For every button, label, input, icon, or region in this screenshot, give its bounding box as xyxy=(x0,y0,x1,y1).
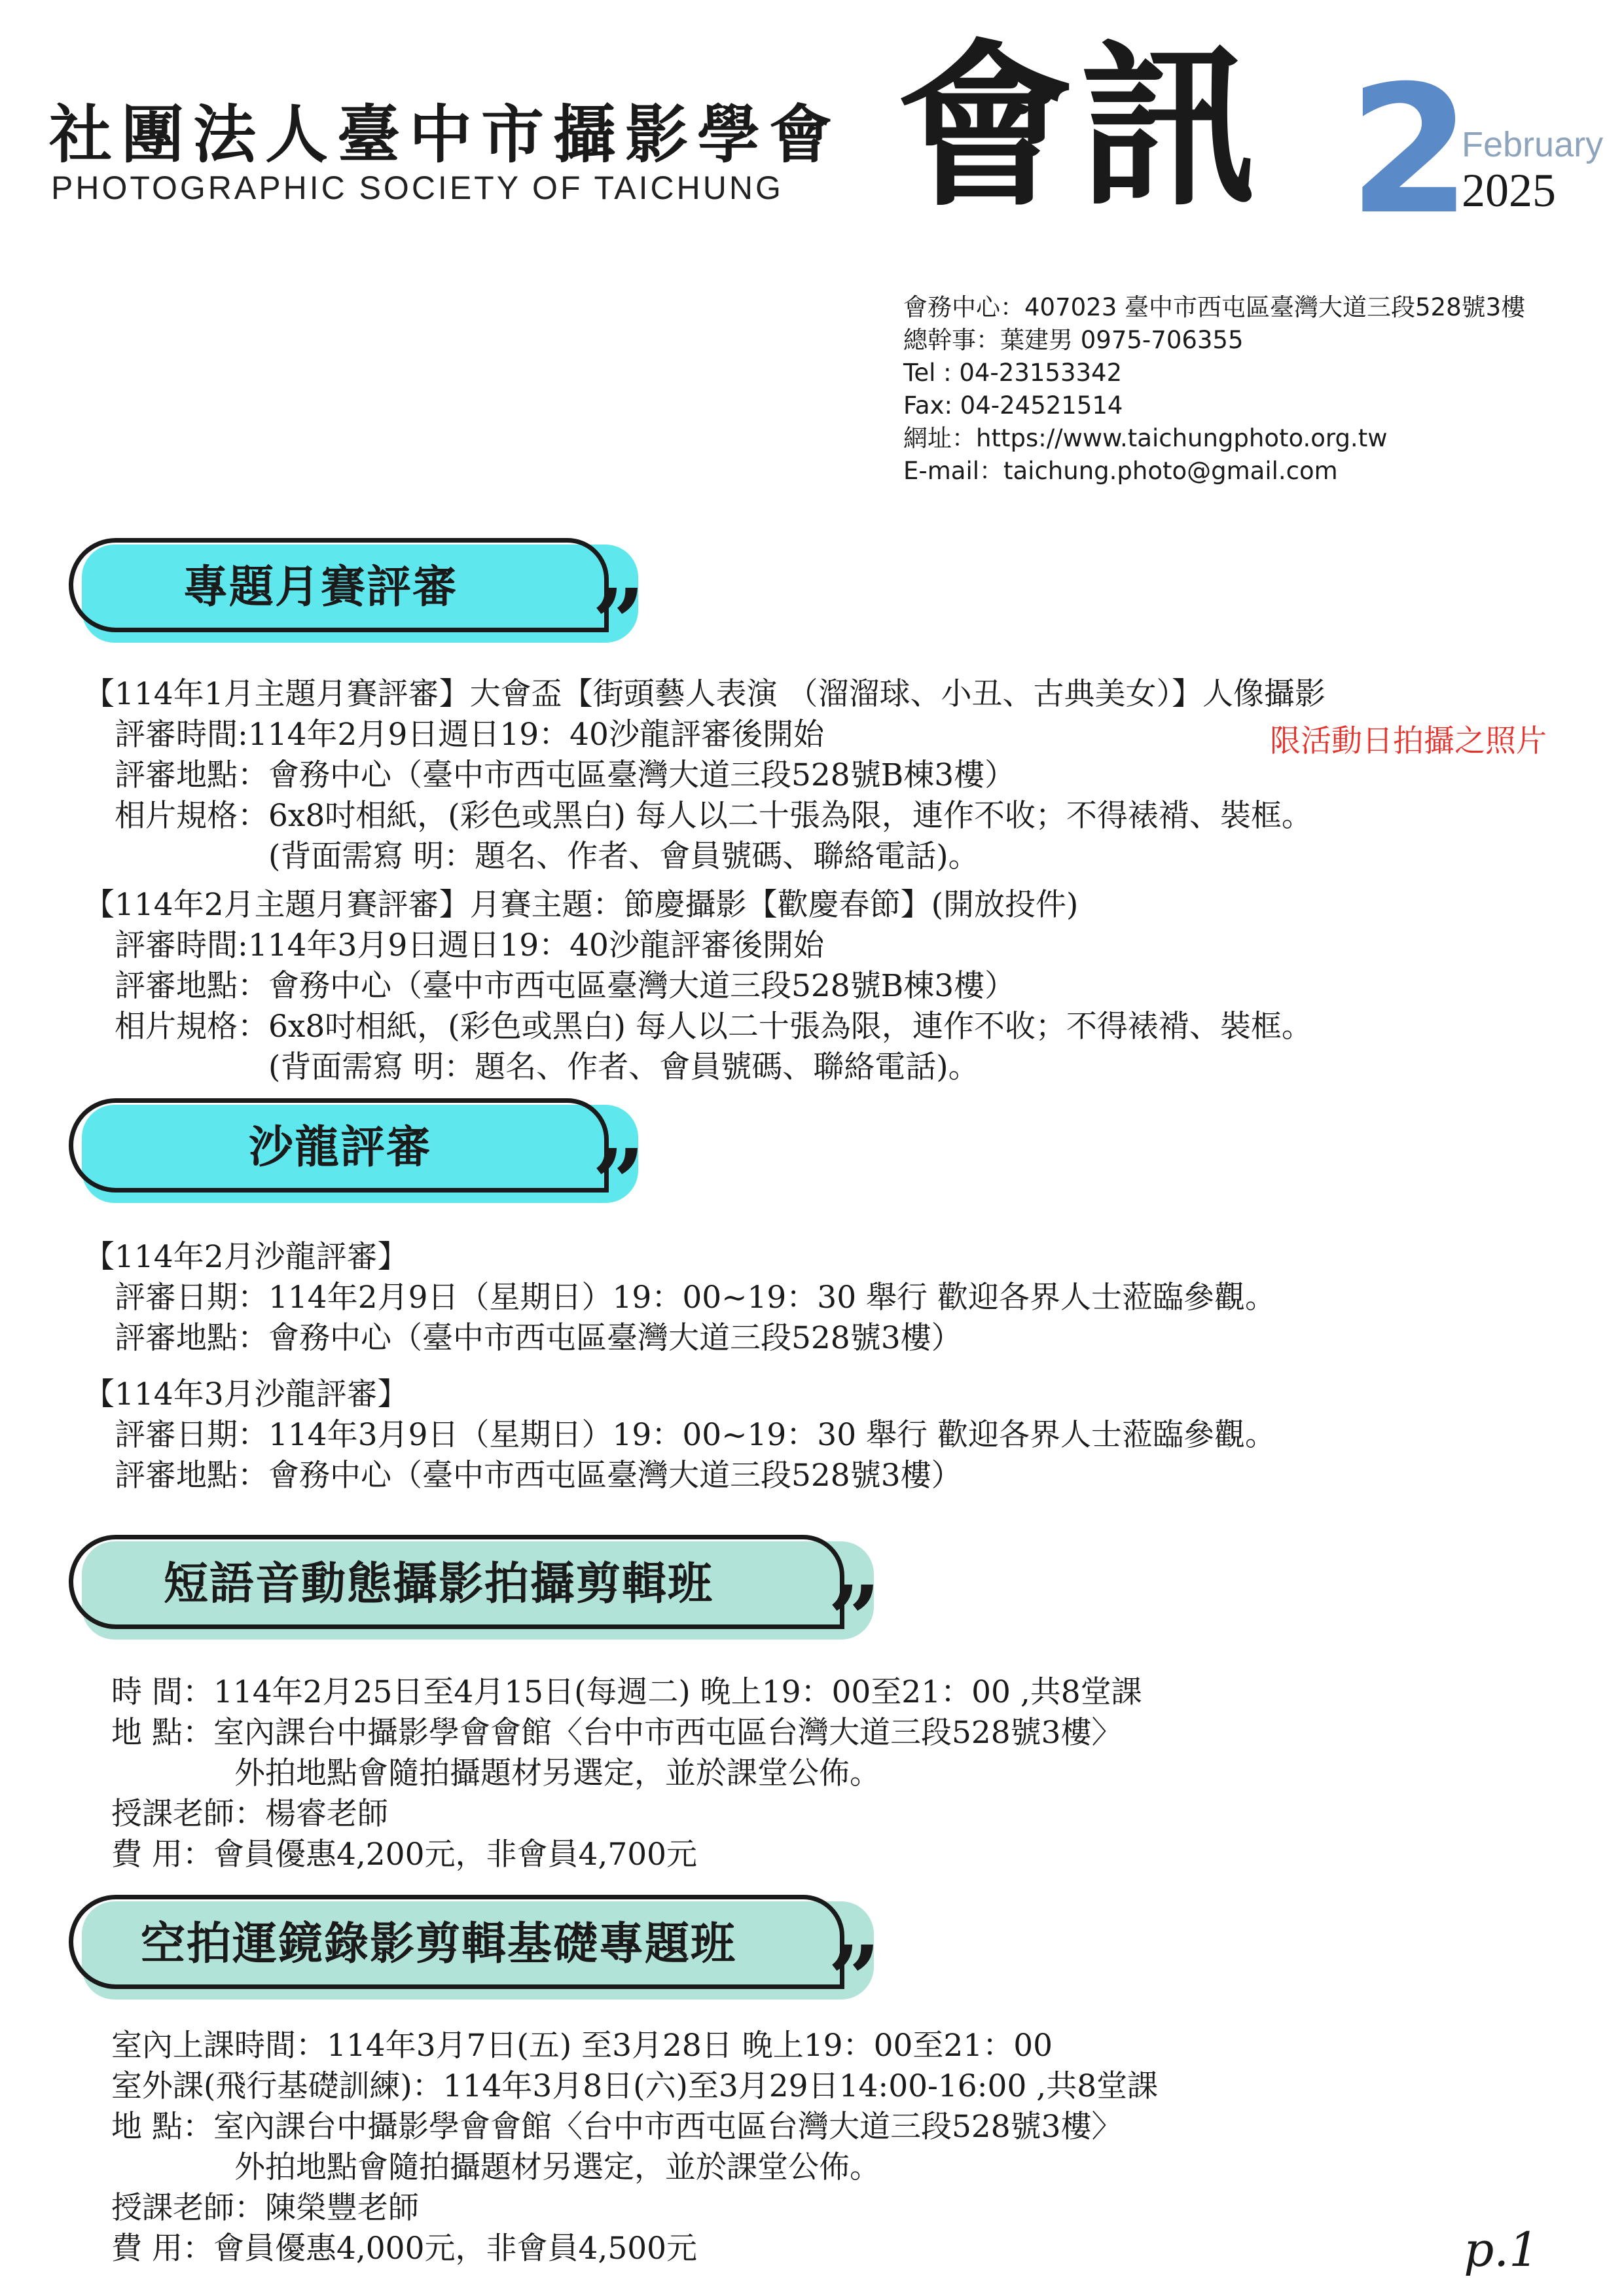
text-line: 評審地點：會務中心（臺中市西屯區臺灣大道三段528號3樓） xyxy=(84,1320,962,1356)
text-line: 評審日期：114年3月9日（星期日）19：00~19：30 舉行 歡迎各界人士蒞臨參觀。 xyxy=(84,1417,1276,1453)
newsletter-title: 會訊 xyxy=(897,24,1263,230)
text-line: 費 用：會員優惠4,000元，非會員4,500元 xyxy=(111,2231,698,2267)
monthly-contest-block-1 xyxy=(84,674,1326,877)
text-line: 外拍地點會隨拍攝題材另選定，並於課堂公佈。 xyxy=(111,1755,880,1791)
contact-secretary: 總幹事：葉建男 0975-706355 xyxy=(903,326,1244,354)
quote-mark-icon: ” xyxy=(592,569,645,677)
text-line: 評審時間:114年2月9日週日19：40沙龍評審後開始 xyxy=(84,717,824,753)
text-line: 費 用：會員優惠4,200元，非會員4,700元 xyxy=(111,1837,698,1873)
issue-month: February xyxy=(1462,125,1604,164)
contact-office: 會務中心：407023 臺中市西屯區臺灣大道三段528號3樓 xyxy=(903,293,1526,321)
quote-mark-icon: ” xyxy=(592,1130,645,1237)
text-line: 相片規格：6x8吋相紙，(彩色或黑白) 每人以二十張為限，連作不收；不得裱褙、裝框。 xyxy=(84,1009,1312,1045)
page-number: p.1 xyxy=(1464,2222,1539,2277)
monthly-contest-block-2 xyxy=(84,885,1312,1088)
issue-number: 2 xyxy=(1348,47,1471,253)
text-line: 評審地點：會務中心（臺中市西屯區臺灣大道三段528號3樓） xyxy=(84,1458,962,1494)
short-video-class-details xyxy=(111,1672,1142,1875)
text-line: 外拍地點會隨拍攝題材另選定，並於課堂公佈。 xyxy=(111,2149,880,2185)
text-line: 授課老師：楊睿老師 xyxy=(111,1796,388,1832)
text-line: 評審時間:114年3月9日週日19：40沙龍評審後開始 xyxy=(84,927,824,963)
text-line: 評審日期：114年2月9日（星期日）19：00~19：30 舉行 歡迎各界人士蒞臨參觀。 xyxy=(84,1280,1276,1316)
section-header-drone-class xyxy=(69,1895,880,2034)
text-line: 授課老師：陳榮豐老師 xyxy=(111,2190,419,2226)
section-header-salon-judging xyxy=(69,1098,645,1237)
quote-mark-icon: ” xyxy=(827,1566,880,1674)
salon-block-1 xyxy=(84,1237,1276,1359)
text-line: 相片規格：6x8吋相紙，(彩色或黑白) 每人以二十張為限，連作不收；不得裱褙、裝框。 xyxy=(84,798,1312,834)
text-line: 評審地點：會務中心（臺中市西屯區臺灣大道三段528號B棟3樓） xyxy=(84,968,1016,1004)
contact-website[interactable]: 網址：https://www.taichungphoto.org.tw xyxy=(903,424,1388,452)
section-title: 專題月賽評審 xyxy=(183,562,459,613)
photo-restriction-note: 限活動日拍攝之照片 xyxy=(1270,723,1547,759)
quote-mark-icon: ” xyxy=(827,1926,880,2034)
issue-year: 2025 xyxy=(1462,164,1556,217)
section-title: 沙龍評審 xyxy=(249,1122,433,1174)
contact-tel: Tel : 04-23153342 xyxy=(903,359,1123,387)
text-line: 地 點：室內課台中攝影學會會館〈台中市西屯區台灣大道三段528號3樓〉 xyxy=(111,1715,1123,1751)
text-line: 室內上課時間：114年3月7日(五) 至3月28日 晚上19：00至21：00 xyxy=(111,2028,1053,2064)
text-line: 時 間：114年2月25日至4月15日(每週二) 晚上19：00至21：00 ,共8堂課 xyxy=(111,1674,1142,1710)
contact-email[interactable]: E-mail：taichung.photo@gmail.com xyxy=(903,457,1338,485)
text-line: 評審地點：會務中心（臺中市西屯區臺灣大道三段528號B棟3樓） xyxy=(84,757,1016,793)
drone-class-details xyxy=(111,2026,1158,2269)
org-name-english: PHOTOGRAPHIC SOCIETY OF TAICHUNG xyxy=(51,170,784,206)
text-line: 【114年1月主題月賽評審】大會盃【街頭藝人表演 （溜溜球、小丑、古典美女）】人像攝影 xyxy=(84,676,1326,712)
text-line: (背面需寫 明：題名、作者、會員號碼、聯絡電話)。 xyxy=(84,1049,979,1085)
section-title: 空拍運鏡錄影剪輯基礎專題班 xyxy=(141,1918,737,1970)
text-line: 【114年2月主題月賽評審】月賽主題：節慶攝影【歡慶春節】(開放投件) xyxy=(84,887,1079,923)
section-title: 短語音動態攝影拍攝剪輯班 xyxy=(164,1558,714,1610)
contact-block xyxy=(903,291,1525,488)
section-header-monthly-contest xyxy=(69,538,645,677)
contact-fax: Fax: 04-24521514 xyxy=(903,391,1123,420)
org-name-chinese: 社團法人臺中市攝影學會 xyxy=(49,98,841,171)
section-header-short-video-class xyxy=(69,1535,880,1674)
text-line: (背面需寫 明：題名、作者、會員號碼、聯絡電話)。 xyxy=(84,838,979,874)
text-line: 室外課(飛行基礎訓練)：114年3月8日(六)至3月29日14:00-16:00 ,共8堂課 xyxy=(111,2068,1159,2104)
text-line: 【114年2月沙龍評審】 xyxy=(84,1239,408,1275)
text-line: 地 點：室內課台中攝影學會會館〈台中市西屯區台灣大道三段528號3樓〉 xyxy=(111,2109,1123,2145)
text-line: 【114年3月沙龍評審】 xyxy=(84,1376,408,1412)
salon-block-2 xyxy=(84,1374,1276,1496)
